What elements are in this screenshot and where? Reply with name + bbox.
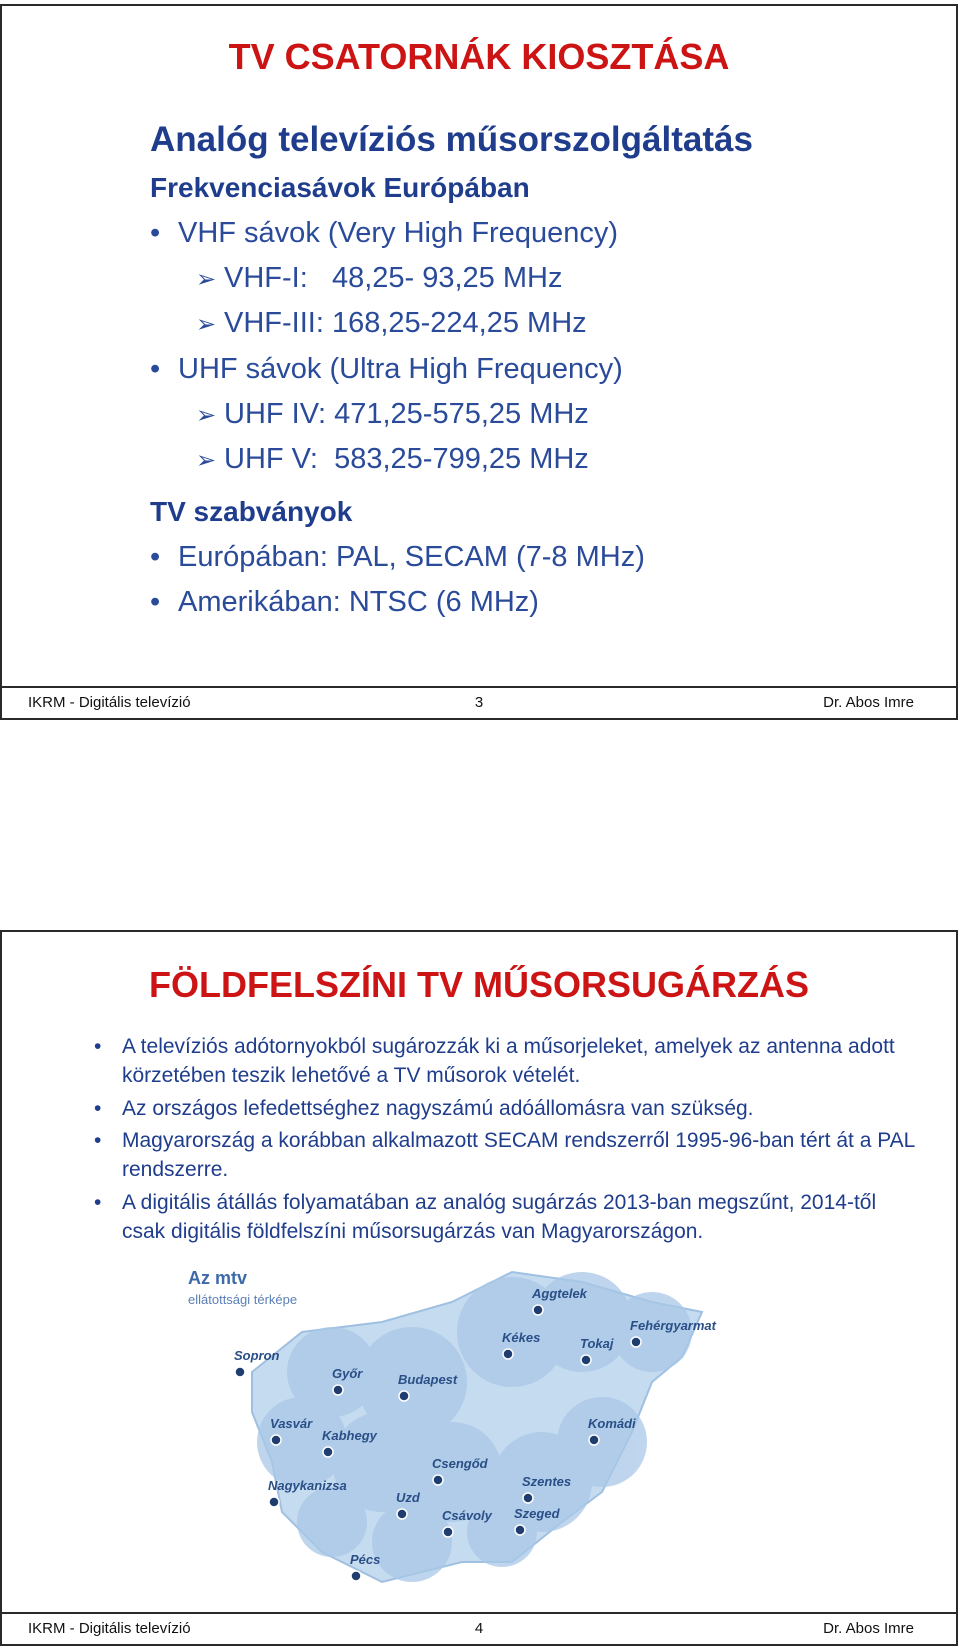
- slide-title: FÖLDFELSZÍNI TV MŰSORSUGÁRZÁS: [149, 964, 809, 1005]
- transmitter-icon: [397, 1509, 407, 1519]
- sub-bullet-vhf1: ➢ VHF-I: 48,25- 93,25 MHz: [196, 262, 563, 294]
- transmitter-icon: [581, 1355, 591, 1365]
- arrow-icon: ➢: [196, 266, 217, 293]
- city-label: Csengőd: [432, 1456, 488, 1471]
- bullet-vhf: • VHF sávok (Very High Frequency): [150, 217, 618, 249]
- transmitter-icon: [323, 1447, 333, 1457]
- transmitter-icon: [399, 1391, 409, 1401]
- city-label: Nagykanizsa: [268, 1478, 347, 1493]
- bullet-1: • A televíziós adótornyokból sugározzák ki a műsorjeleket, amelyek az antenna adott körzetében teszik lehetővé a TV műsorok vételét.: [94, 1035, 895, 1087]
- subheading-tv-standards: TV szabványok: [150, 496, 353, 527]
- city-label: Kabhegy: [322, 1428, 377, 1443]
- transmitter-icon: [631, 1337, 641, 1347]
- slide-3: [0, 4, 958, 720]
- arrow-icon: ➢: [196, 447, 217, 474]
- city-label: Fehérgyarmat: [630, 1318, 716, 1333]
- page-number: 3: [474, 694, 484, 711]
- sub-bullet-uhf4: ➢ UHF IV: 471,25-575,25 MHz: [196, 398, 589, 430]
- slide-4: [0, 930, 958, 1646]
- city-label: Győr: [332, 1366, 363, 1381]
- slide-footer: [2, 686, 956, 718]
- transmitter-icon: [269, 1497, 279, 1507]
- footer-author: Dr. Abos Imre: [823, 694, 914, 711]
- transmitter-icon: [443, 1527, 453, 1537]
- coverage-map: [182, 1262, 782, 1622]
- city-label: Komádi: [588, 1416, 636, 1431]
- transmitter-icon: [433, 1475, 443, 1485]
- slide-heading: Analóg televíziós műsorszolgáltatás: [150, 120, 753, 159]
- city-label: Uzd: [396, 1490, 420, 1505]
- transmitter-icon: [235, 1367, 245, 1377]
- bullet-america: • Amerikában: NTSC (6 MHz): [150, 586, 539, 618]
- city-label: Tokaj: [580, 1336, 614, 1351]
- map-subtitle: ellátottsági térképe: [188, 1292, 298, 1307]
- transmitter-icon: [533, 1305, 543, 1315]
- transmitter-icon: [515, 1525, 525, 1535]
- bullet-3: • Magyarország a korábban alkalmazott SECAM rendszerről 1995-96-ban tért át a PAL rendszerre.: [94, 1129, 915, 1181]
- sub-bullet-uhf5: ➢ UHF V: 583,25-799,25 MHz: [196, 443, 589, 475]
- city-label: Szentes: [522, 1474, 572, 1489]
- city-label: Sopron: [234, 1348, 280, 1363]
- footer-author: Dr. Abos Imre: [823, 1620, 914, 1637]
- bullet-2: • Az országos lefedettséghez nagyszámú adóállomásra van szükség.: [94, 1097, 754, 1120]
- transmitter-icon: [271, 1435, 281, 1445]
- transmitter-icon: [523, 1493, 533, 1503]
- map-title: Az mtv: [188, 1268, 248, 1288]
- arrow-icon: ➢: [196, 402, 217, 429]
- bullet-uhf: • UHF sávok (Ultra High Frequency): [150, 353, 623, 385]
- arrow-icon: ➢: [196, 311, 217, 338]
- city-label: Kékes: [502, 1330, 541, 1345]
- transmitter-icon: [333, 1385, 343, 1395]
- footer-course: IKRM - Digitális televízió: [28, 1620, 191, 1637]
- city-label: Budapest: [398, 1372, 458, 1387]
- transmitter-icon: [351, 1571, 361, 1581]
- city-label: Vasvár: [270, 1416, 313, 1431]
- bullet-europe: • Európában: PAL, SECAM (7-8 MHz): [150, 541, 645, 573]
- slide-footer: [2, 1612, 956, 1644]
- city-label: Pécs: [350, 1552, 381, 1567]
- city-label: Csávoly: [442, 1508, 492, 1523]
- transmitter-icon: [503, 1349, 513, 1359]
- bullet-4: • A digitális átállás folyamatában az analóg sugárzás 2013-ban megszűnt, 2014-től csak digitális földfelszíni műsorsugárzás van Magyarországon.: [94, 1191, 877, 1243]
- city-label: Szeged: [514, 1506, 560, 1521]
- slide-title: TV CSATORNÁK KIOSZTÁSA: [228, 36, 730, 77]
- footer-course: IKRM - Digitális televízió: [28, 694, 191, 711]
- subheading-frequency-bands: Frekvenciasávok Európában: [150, 172, 530, 203]
- page-number: 4: [474, 1620, 484, 1637]
- sub-bullet-vhf3: ➢ VHF-III: 168,25-224,25 MHz: [196, 307, 587, 339]
- transmitter-icon: [589, 1435, 599, 1445]
- city-label: Aggtelek: [532, 1286, 587, 1301]
